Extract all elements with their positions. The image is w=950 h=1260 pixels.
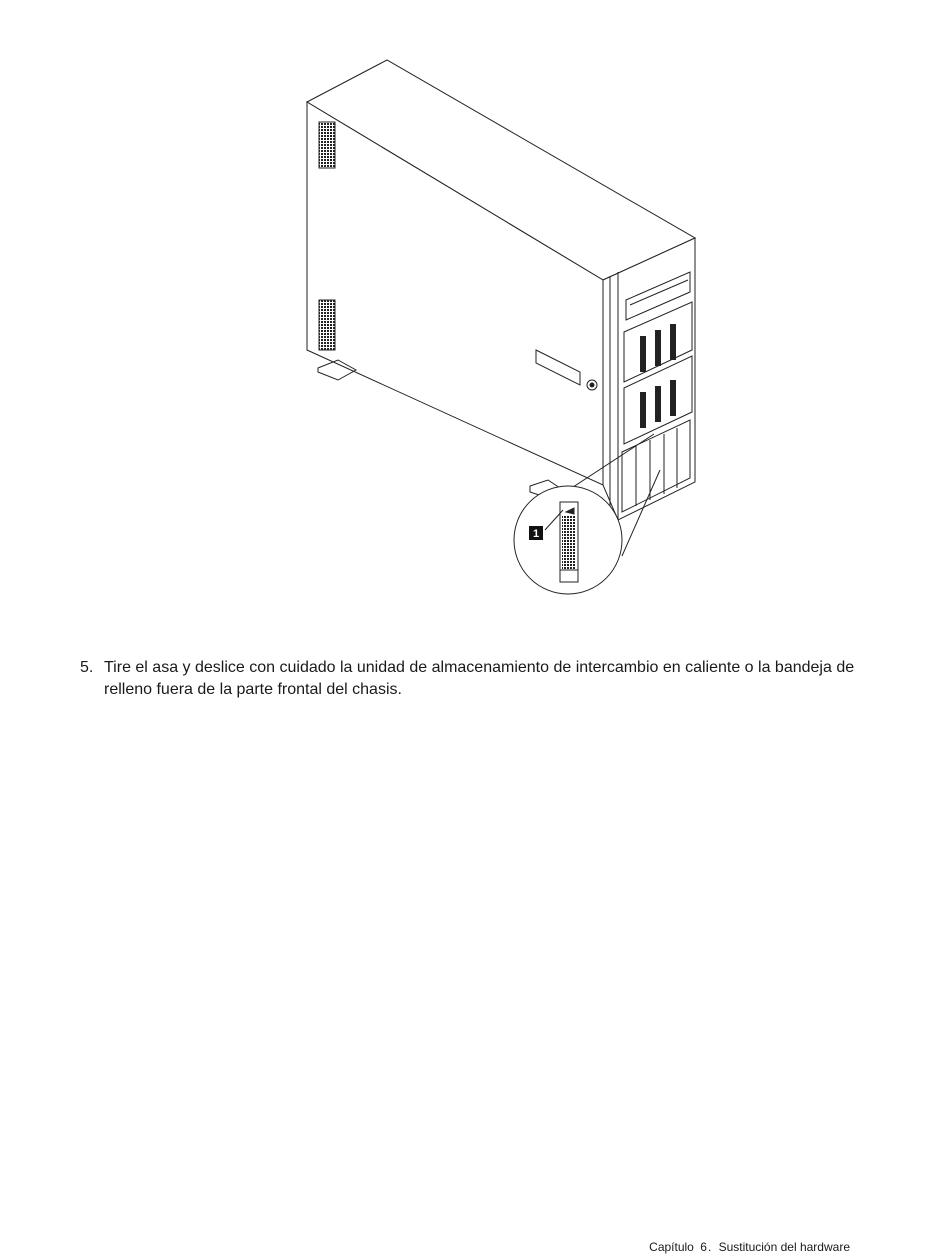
chapter-title: Sustitución del hardware — [718, 1240, 850, 1254]
server-illustration — [0, 0, 950, 620]
side-vent-bottom — [319, 300, 335, 350]
chassis-front-panel — [603, 238, 695, 520]
callout-label: 1 — [532, 528, 540, 540]
instruction-step — [80, 657, 900, 701]
chapter-label: Capítulo — [649, 1240, 694, 1254]
chapter-separator: . — [707, 1240, 712, 1254]
side-vent-top — [319, 122, 335, 168]
step-text: Tire el asa y deslice con cuidado la unidad de almacenamiento de intercambio en caliente o la bandeja de relleno fuera de la parte frontal del chasis. — [104, 659, 855, 698]
step-number: 5. — [80, 659, 94, 676]
chapter-number: 6 — [700, 1240, 707, 1254]
page-footer — [649, 1240, 850, 1254]
